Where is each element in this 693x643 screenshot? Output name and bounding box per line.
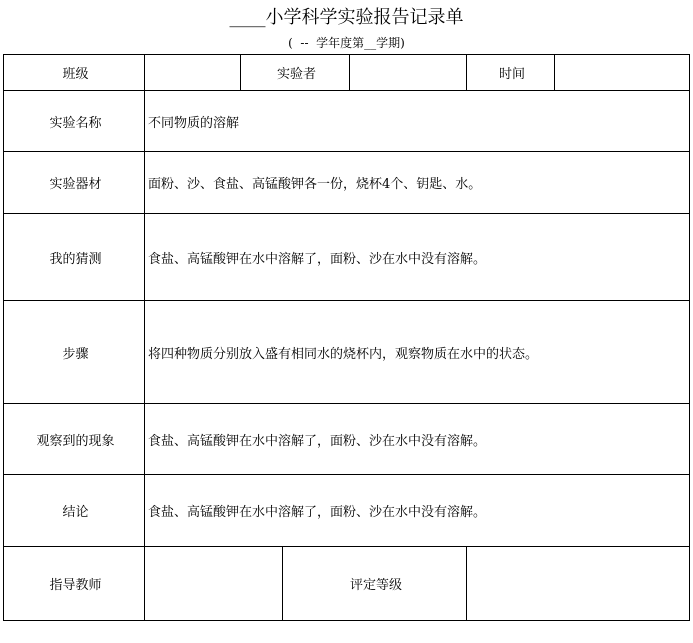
conclusion-value[interactable]: 食盐、高锰酸钾在水中溶解了，面粉、沙在水中没有溶解。 (145, 475, 690, 547)
time-label: 时间 (467, 55, 555, 91)
observation-row (4, 404, 690, 475)
report-title: ____小学科学实验报告记录单 (229, 7, 464, 28)
steps-label: 步骤 (4, 301, 145, 404)
conclusion-row (4, 475, 690, 547)
experiment-name-row (4, 91, 690, 152)
class-label: 班级 (4, 55, 145, 91)
school-year-subtitle: ( -- 学年度第__学期) (288, 36, 405, 50)
hypothesis-row (4, 214, 690, 301)
teacher-row (4, 547, 690, 621)
class-field[interactable] (145, 55, 241, 91)
hypothesis-label: 我的猜测 (4, 214, 145, 301)
equipment-row (4, 152, 690, 214)
experiment-name-label: 实验名称 (4, 91, 145, 152)
observation-value[interactable]: 食盐、高锰酸钾在水中溶解了，面粉、沙在水中没有溶解。 (145, 404, 690, 475)
teacher-label: 指导教师 (4, 547, 145, 621)
steps-row (4, 301, 690, 404)
experimenter-label: 实验者 (241, 55, 350, 91)
conclusion-label: 结论 (4, 475, 145, 547)
teacher-field[interactable] (145, 547, 283, 621)
experimenter-field[interactable] (350, 55, 467, 91)
equipment-value[interactable]: 面粉、沙、食盐、高锰酸钾各一份，烧杯4个、钥匙、水。 (145, 152, 690, 214)
steps-value[interactable]: 将四种物质分别放入盛有相同水的烧杯内，观察物质在水中的状态。 (145, 301, 690, 404)
hypothesis-value[interactable]: 食盐、高锰酸钾在水中溶解了，面粉、沙在水中没有溶解。 (145, 214, 690, 301)
experiment-name-value[interactable]: 不同物质的溶解 (145, 91, 690, 152)
time-field[interactable] (555, 55, 690, 91)
experiment-report-table (3, 54, 690, 621)
grade-label: 评定等级 (283, 547, 467, 621)
grade-field[interactable] (467, 547, 690, 621)
info-row (4, 55, 690, 91)
observation-label: 观察到的现象 (4, 404, 145, 475)
equipment-label: 实验器材 (4, 152, 145, 214)
